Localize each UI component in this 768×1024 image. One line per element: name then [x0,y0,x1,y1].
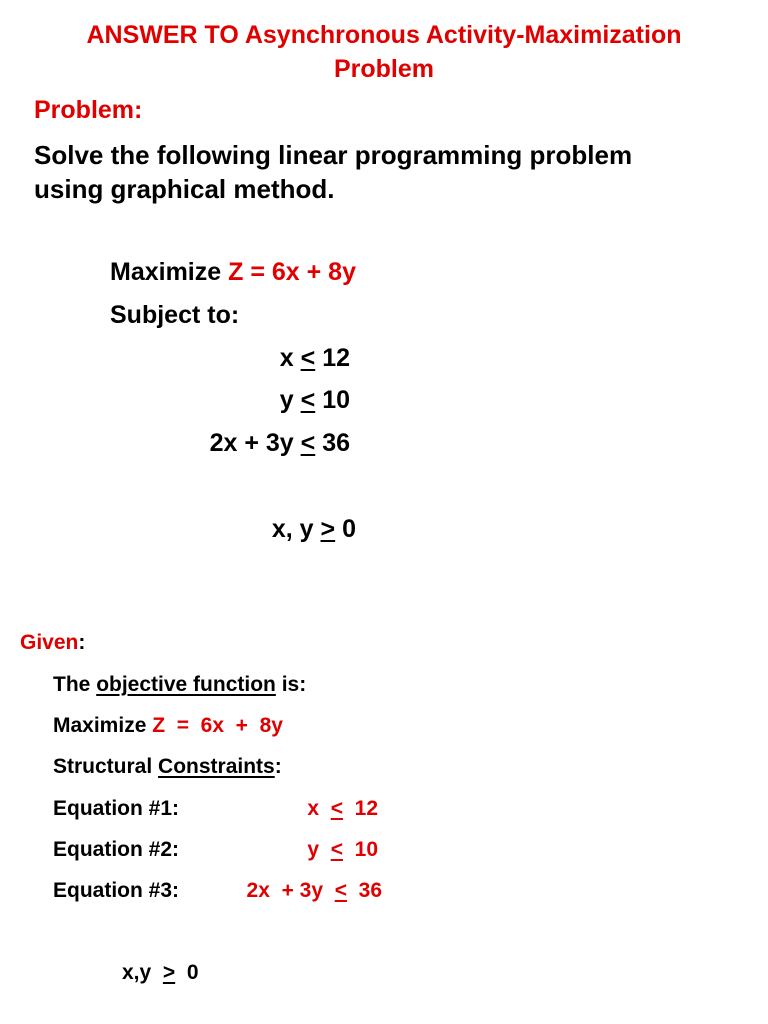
objective-label-pre: The [53,673,91,696]
problem-statement [34,138,632,206]
equation-3-lhs: 2x + 3y [246,879,324,902]
structural-post: : [274,755,282,778]
constraint-3-op: < [300,429,316,457]
structural-underlined: Constraints [158,755,275,778]
page-title-line1: ANSWER TO Asynchronous Activity-Maximization [86,21,682,49]
constraint-2 [280,386,350,415]
constraint-3-rhs: 36 [322,429,350,457]
constraint-1-rhs: 12 [322,344,350,372]
structural-pre: Structural [53,755,153,778]
objective-expression: Z = 6x + 8y [228,258,356,286]
constraint-2-op: < [300,386,316,414]
constraint-3 [210,429,350,458]
equation-2-op: < [330,838,343,861]
objective-function [110,258,356,287]
nonnegativity-rhs: 0 [342,515,356,543]
equation-1-op: < [330,797,343,820]
equation-3-expression [247,879,382,903]
equation-3-label: Equation #3: [53,879,180,902]
problem-heading: Problem: [34,96,143,124]
equation-2-expression [307,838,378,862]
constraint-3-lhs: 2x + 3y [209,429,294,457]
given-heading-colon: : [78,631,86,654]
equation-1-lhs: x [307,797,320,820]
equation-2-label: Equation #2: [53,838,180,861]
structural-constraints-label [53,755,282,779]
given-nonnegativity-rhs: 0 [186,961,199,984]
equation-1-label: Equation #1: [53,797,180,820]
equation-2-lhs: y [307,838,320,861]
objective-function-label [53,673,306,697]
nonnegativity-lhs: x, y [271,515,314,543]
problem-statement-line2: using graphical method. [34,174,335,204]
constraint-1-lhs: x [279,344,294,372]
equation-3-op: < [334,879,347,902]
problem-statement-line1: Solve the following linear programming problem [34,140,633,170]
equation-3-rhs: 36 [358,879,382,902]
given-maximize [53,714,283,738]
equation-1-rhs: 12 [354,797,378,820]
given-nonnegativity [122,961,199,985]
constraint-2-lhs: y [279,386,294,414]
equation-2-rhs: 10 [354,838,378,861]
given-nonnegativity-lhs: x,y [122,961,152,984]
given-heading-label: Given [20,631,79,654]
subject-to-label: Subject to: [110,301,240,329]
constraint-1-op: < [300,344,316,372]
given-maximize-label: Maximize [53,714,147,737]
given-heading [20,631,85,655]
given-nonnegativity-op: > [162,961,176,984]
nonnegativity-op: > [320,515,336,543]
nonnegativity-constraint [272,515,356,544]
page-title-line2: Problem [333,55,435,83]
given-maximize-expression: Z = 6x + 8y [152,714,283,737]
constraint-1 [280,344,350,373]
objective-label-underlined: objective function [96,673,276,696]
objective-prefix: Maximize [110,258,222,286]
equation-1-expression [307,797,378,821]
objective-label-post: is: [281,673,307,696]
constraint-2-rhs: 10 [322,386,350,414]
